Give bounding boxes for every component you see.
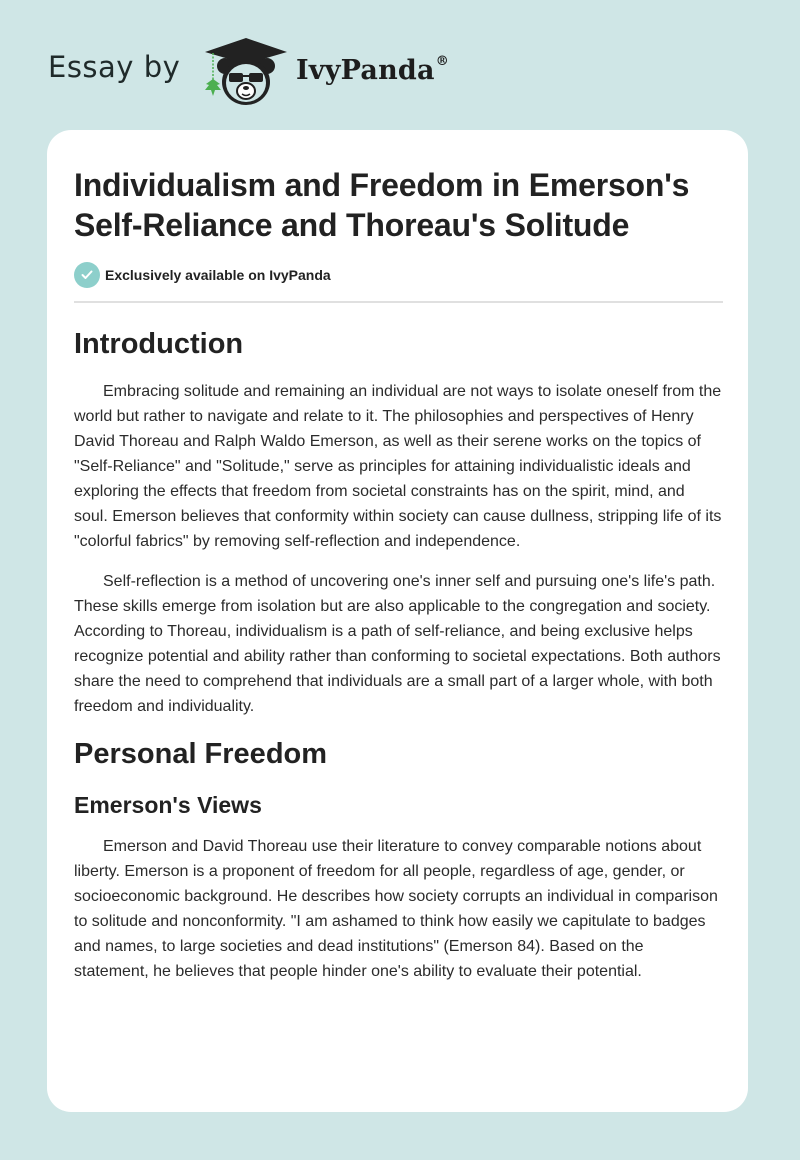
brand-label: IvyPanda	[296, 55, 435, 86]
essay-content	[74, 130, 722, 984]
registered-mark: ®	[435, 54, 449, 69]
essay-by-label: Essay by	[48, 50, 181, 84]
essay-card	[47, 130, 748, 1112]
paragraph: Self-reflection is a method of uncovering one's inner self and pursuing one's life's path. These skills emerge from isolation but are also applicable to the congregation and society. According to Thoreau, individualism is a path of self-reliance, and being exclusive helps recognize potential and ability rather than conforming to societal expectations. Both authors share the need to comprehend that individuals are a small part of a larger whole, with both freedom and individuality.	[74, 573, 721, 715]
site-header	[0, 0, 800, 130]
section-heading-personal-freedom: Personal Freedom	[74, 738, 328, 770]
page-title: Individualism and Freedom in Emerson's Self-Reliance and Thoreau's Solitude	[74, 167, 690, 243]
brand-name[interactable]	[296, 55, 449, 86]
exclusive-label: Exclusively available on IvyPanda	[105, 267, 331, 283]
check-icon	[74, 262, 100, 288]
paragraph: Emerson and David Thoreau use their literature to convey comparable notions about liberty. Emerson is a proponent of freedom for all people, regardless of age, gender, or socioeconomic background. He describes how society corrupts an individual in comparison to solitude and nonconformity. "I am ashamed to think how easily we capitulate to badges and names, to large societies and dead institutions" (Emerson 84). Based on the statement, he believes that people hinder one's ability to evaluate their potential.	[74, 838, 718, 980]
ivypanda-logo-icon[interactable]	[203, 36, 289, 108]
subsection-heading-emersons-views: Emerson's Views	[74, 792, 262, 818]
paragraph: Embracing solitude and remaining an individual are not ways to isolate oneself from the world but rather to navigate and relate to it. The philosophies and perspectives of Henry David Thoreau and Ralph Waldo Emerson, as well as their serene works on the topics of "Self-Reliance" and "Solitude," serve as principles for attaining individualistic ideals and exploring the effects that freedom from societal constraints has on the spirit, mind, and soul. Emerson believes that conformity within society can cause dullness, stripping life of its "colorful fabrics" by removing self-reflection and independence.	[74, 383, 722, 550]
exclusive-badge	[74, 262, 722, 288]
section-heading-introduction: Introduction	[74, 328, 244, 360]
divider	[74, 301, 723, 303]
